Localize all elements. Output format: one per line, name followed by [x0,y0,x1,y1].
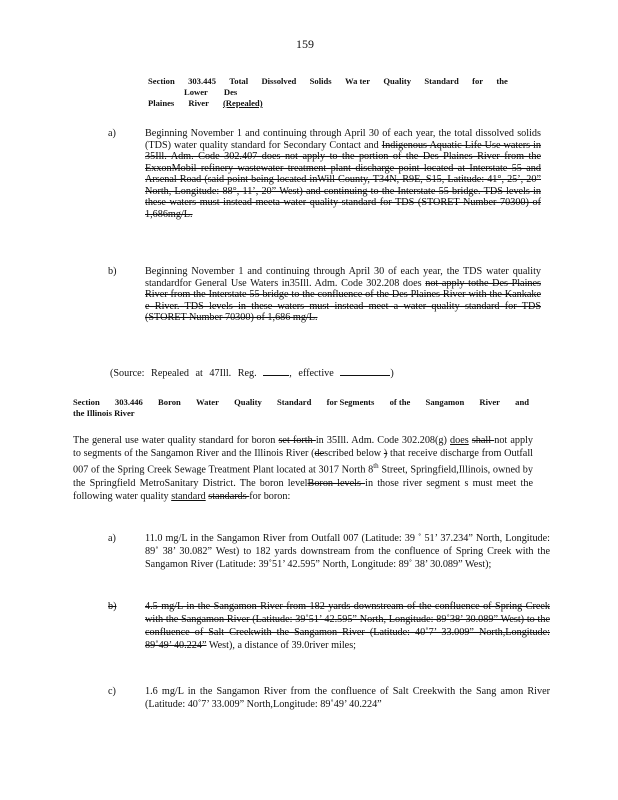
paragraph-a-label: a) [108,128,116,139]
struck-text: de [314,448,325,460]
struck-text: Boron levels [307,478,366,489]
body-text: scribed below [324,448,384,460]
inserted-text: standard [171,491,206,503]
body-text: not apply to segments of the Sangamon River and the Illinois River ( [73,435,533,460]
item-text: 1.6 mg/L in the Sangamon River from the confluence of Salt Creekwith the Sang amon River (Latitude: 40˚7’ 33.009” North,Longitude: 89˚49’ 40.224” [145,686,550,710]
heading-word: Quality [234,397,262,407]
heading-word: Standard [424,76,459,86]
page-number: 159 [296,37,314,51]
section-303-446-heading [73,397,529,419]
heading-word: Water [196,397,219,407]
source-text: effective [298,368,334,379]
paragraph-b-label: b) [108,266,117,277]
source-note [110,366,394,379]
heading-word: Boron [158,397,181,407]
heading-word: the [496,76,508,86]
heading-word: Quality [383,76,412,86]
blank-line [340,366,390,376]
heading-word: Solids [309,76,332,86]
body-text: Street, Springfield,Illinois, owned by the Springfield MetroSanitary District. The boron level [73,464,533,489]
heading-line: the Illinois River [73,408,135,418]
heading-word: and [515,397,529,407]
heading-line [148,76,508,87]
heading-word: for [472,76,484,86]
boron-item-c [108,685,550,711]
struck-text: shall [471,435,495,446]
source-sep: , [289,368,292,379]
heading-word: Section [148,76,175,86]
struck-text: ) [383,448,388,460]
heading-word: Wa ter [344,76,371,86]
body-text: in 35Ill. Adm. Code 302.208(g) [315,435,451,446]
struck-text: not apply tothe Des Plaines River from the Interstate 55 bridge to the confluence of the Des Plaines River with the Kankake e River. TDS levels in these waters must instead meet a water quality standard for TDS (STORET Number 70300) of 1,686 mg/L. [145,277,541,323]
paragraph-text: Beginning November 1 and continuing through April 30 of each year, the total dissolved solids (TDS) water quality standard for Secondary Contact and [145,128,541,151]
heading-word: Dissolved [261,76,297,86]
inserted-text: does [450,435,469,446]
struck-text: 4.5 mg/L in the Sangamon River from 182 yards downstream of the confluence of Spring Creek with the Sangamon River (Latitude: 39˚51’ 42.595” North, Longitude: 89˚38’ 30.089” West) to the confluence of Salt Creekwith the Sangamon River (Latitude: 40˚7’ 33.009” North,Longitude: 89˚49’ 40.224” [145,601,550,651]
heading-word: for Segments [326,397,375,407]
item-text: West), a distance of 39.0river miles; [206,640,356,651]
superscript: th [373,462,379,471]
boron-standard-paragraph [73,434,533,503]
heading-line [148,98,508,109]
body-text: The general use water quality standard for boron [73,435,279,446]
paragraph-b [145,266,541,324]
item-label: b) [108,601,117,612]
struck-text: Indigenous Aquatic Life Use waters in 35Ill. Adm. Code 302.407 does not apply to the portion of the Des Plaines River from the ExxonMobil refinery wastewater treatment plant discharge point located at Interstate 55 and Arsenal Road (said point being located inWill County, T34N, R9E, S15, Latitude: 41°, 25’, 20” North, Longitude: 88°, 11’, 20” West) and continuing to the Interstate 55 bridge. TDS levels in these waters must instead meeta water quality standard for TDS (STORET Number 70300) of 1,686mg/L. [145,139,542,220]
heading-word: 303.445 [188,76,216,86]
section-303-445-heading [148,76,508,109]
repealed-label: (Repealed) [222,98,263,108]
heading-line [73,397,529,408]
heading-word: Standard [277,397,312,407]
heading-word: of the [389,397,411,407]
item-text: 11.0 mg/L in the Sangamon River from Outfall 007 (Latitude: 39 ˚ 51’ 37.234” North, Longitude: 89˚ 38’ 30.082” West) to 182 yards downstream from the confluence of Spring Creek with the Sangamon River (Latitude: 39˚51’ 42.595” North, Longitude: 89˚ 38’ 30.089” West); [145,533,550,570]
heading-line: Lower Des [184,87,238,97]
paragraph-a [145,128,541,220]
body-text: in those river segment s must meet the following water quality [73,478,533,503]
source-close: ) [390,368,394,379]
heading-word: Total [229,76,249,86]
heading-word: 303.446 [114,397,143,407]
source-text: (Source: Repealed at 47Ill. Reg. [110,368,257,379]
struck-text: set forth [278,435,316,446]
heading-word: River [479,397,500,407]
body-text: for boron: [249,491,291,503]
heading-word: Sangamon [425,397,465,407]
paragraph-text: Beginning November 1 and continuing through April 30 of each year, the TDS water quality standardfor General Use Waters in35Ill. Adm. Code 302.208 does [145,266,541,289]
boron-item-b [108,600,550,652]
body-text: that receive discharge from Outfall 007 of the Spring Creek Sewage Treatment Plant located at 3017 North 8 [73,448,533,476]
struck-text: standards [208,491,250,503]
heading-text: Plaines River [148,98,209,108]
blank-line [263,366,289,376]
item-label: a) [108,533,116,544]
item-label: c) [108,686,116,697]
boron-item-a [108,532,550,571]
heading-word: Section [73,397,100,407]
